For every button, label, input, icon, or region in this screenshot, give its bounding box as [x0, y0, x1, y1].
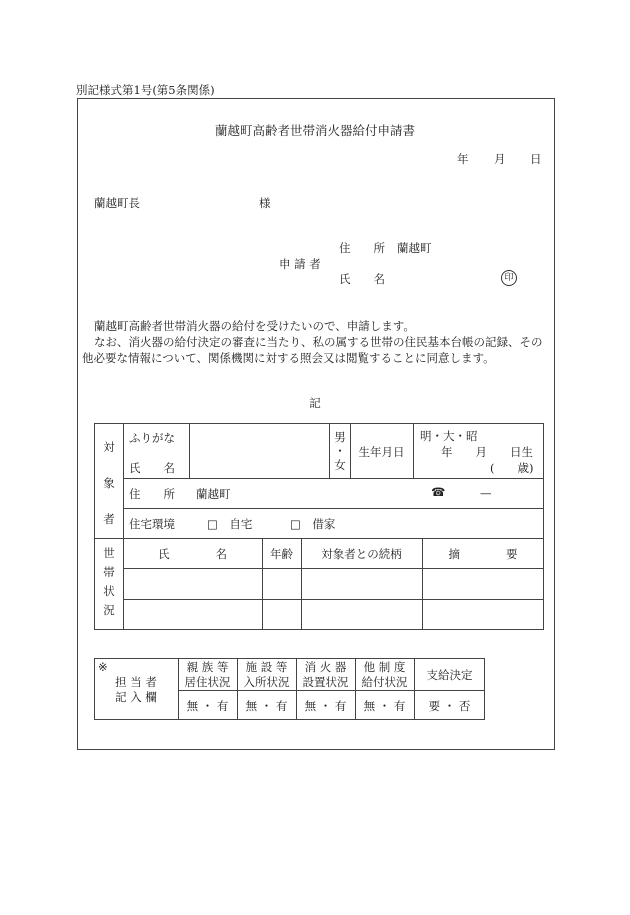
ki-label: 記 — [309, 396, 321, 410]
dob-fields: 年 月 日生 — [441, 445, 533, 459]
applicant-address-label: 住 所 — [339, 241, 385, 255]
housing-option-own[interactable]: □ 自宅 — [207, 517, 253, 531]
seal-icon: 印 — [501, 270, 517, 286]
addressee-honorific: 様 — [259, 196, 271, 210]
form-title: 蘭越町高齢者世帯消火器給付申請書 — [214, 123, 415, 138]
household-header-notes: 摘 要 — [448, 547, 518, 561]
target-address-value: 蘭越町 — [196, 487, 231, 501]
household-section-label: 世 帯 状 況 — [103, 546, 115, 617]
staff-mark: ※ — [98, 660, 108, 674]
staff-choice-decision[interactable]: 要 ・ 否 — [428, 699, 471, 713]
phone-dash: — — [480, 486, 492, 500]
date-year-label: 年 — [457, 152, 469, 166]
staff-item-extinguisher: 消 火 器 設置状況 — [302, 660, 349, 689]
housing-label: 住宅環境 — [129, 517, 175, 531]
applicant-label: 申 請 者 — [279, 257, 321, 271]
dob-label: 生年月日 — [358, 445, 405, 459]
applicant-address-value: 蘭越町 — [397, 241, 432, 255]
target-section-label: 対 象 者 — [103, 440, 115, 526]
body-line-1: 蘭越町高齢者世帯消火器の給付を受けたいので、申請します。 — [94, 319, 415, 333]
staff-label: 担 当 者 記 入 欄 — [115, 675, 157, 704]
staff-choice-extinguisher[interactable]: 無 ・ 有 — [304, 699, 347, 713]
housing-option-rent[interactable]: □ 借家 — [290, 517, 336, 531]
household-header-age: 年齢 — [270, 547, 293, 561]
target-address-label: 住 所 — [129, 487, 175, 501]
form-number: 別記様式第1号(第5条関係) — [76, 83, 215, 97]
household-header-relation: 対象者との続柄 — [321, 547, 402, 561]
target-name-label: 氏 名 — [129, 461, 175, 475]
household-header-name: 氏 名 — [158, 547, 227, 561]
applicant-name-label: 氏 名 — [339, 272, 385, 286]
addressee-name: 蘭越町長 — [94, 196, 140, 210]
date-month-label: 月 — [494, 152, 506, 166]
staff-choice-relatives[interactable]: 無 ・ 有 — [186, 699, 229, 713]
staff-item-other-system: 他 制 度 給付状況 — [361, 660, 408, 689]
staff-item-facility: 施 設 等 入所状況 — [243, 660, 290, 689]
staff-decision-label: 支給決定 — [426, 668, 473, 682]
staff-choice-other-system[interactable]: 無 ・ 有 — [363, 699, 406, 713]
date-day-label: 日 — [530, 152, 542, 166]
era-choice[interactable]: 明・大・昭 — [420, 429, 478, 443]
furigana-label: ふりがな — [129, 431, 175, 445]
staff-choice-facility[interactable]: 無 ・ 有 — [245, 699, 288, 713]
body-line-2: なお、消火器の給付決定の審査に当たり、私の属する世帯の住民基本台帳の記録、その — [94, 335, 543, 349]
body-line-3: 他必要な情報について、関係機関に対する照会又は閲覧することに同意します。 — [82, 351, 495, 365]
staff-item-relatives: 親 族 等 居住状況 — [184, 660, 231, 689]
phone-icon: ☎ — [431, 485, 446, 499]
sex-selector[interactable]: 男 ・ 女 — [334, 430, 346, 472]
age-field: ( 歳) — [490, 461, 534, 475]
